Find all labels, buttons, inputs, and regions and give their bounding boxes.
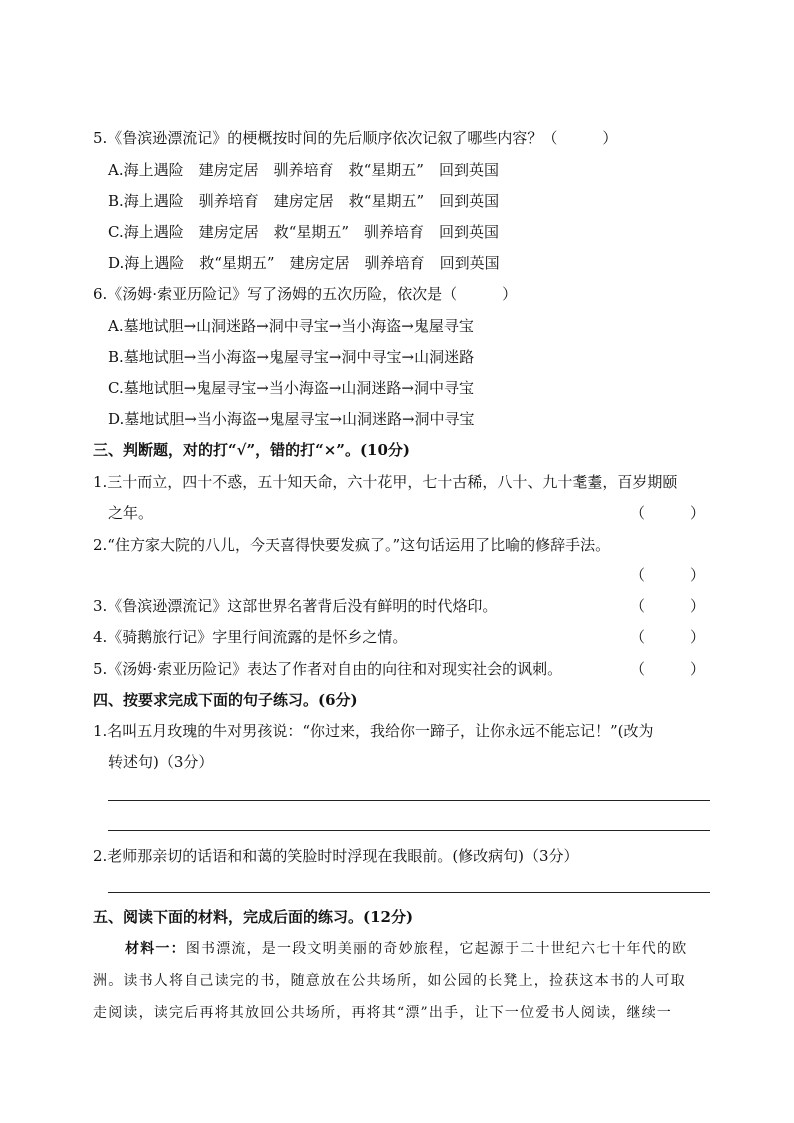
question-6-option-c: C.墓地试胆→鬼屋寻宝→当小海盗→山洞迷路→洞中寻宝 (108, 379, 474, 397)
question-6-option-d: D.墓地试胆→当小海盗→鬼屋寻宝→山洞迷路→洞中寻宝 (108, 410, 475, 428)
question-6-option-a: A.墓地试胆→山洞迷路→洞中寻宝→当小海盗→鬼屋寻宝 (108, 317, 474, 335)
question-5-option-a: A.海上遇险 建房定居 驯养培育 救“星期五” 回到英国 (108, 161, 499, 179)
material-paragraph-line-2: 洲。读书人将自己读完的书，随意放在公共场所，如公园的长凳上，捡获这本书的人可取 (93, 973, 686, 989)
sentence-q2: 2.老师那亲切的话语和和蔼的笑脸时时浮现在我眼前。(修改病句)（3分） (93, 847, 579, 865)
answer-paren[interactable]: （ ） (630, 504, 706, 522)
answer-paren[interactable]: （ ） (630, 660, 706, 678)
answer-paren[interactable]: （ ） (630, 628, 706, 646)
answer-line[interactable] (108, 800, 710, 801)
judge-item-2: 2.“住方家大院的八儿，今天喜得快要发疯了。”这句话运用了比喻的修辞手法。 (93, 536, 611, 554)
question-6-option-b: B.墓地试胆→当小海盗→鬼屋寻宝→洞中寻宝→山洞迷路 (108, 348, 475, 366)
answer-paren[interactable]: （ ） (630, 566, 706, 584)
question-5-option-d: D.海上遇险 救“星期五” 建房定居 驯养培育 回到英国 (108, 254, 500, 272)
section-4-heading: 四、按要求完成下面的句子练习。(6分) (93, 691, 358, 709)
question-5-option-c: C.海上遇险 建房定居 救“星期五” 驯养培育 回到英国 (108, 223, 500, 241)
section-5-heading: 五、阅读下面的材料，完成后面的练习。(12分) (93, 908, 414, 926)
judge-item-1: 1.三十而立，四十不惑，五十知天命，六十花甲，七十古稀，八十、九十耄耋，百岁期颐 (93, 473, 678, 491)
question-6-stem: 6.《汤姆·索亚历险记》写了汤姆的五次历险，依次是（ ） (93, 285, 518, 303)
judge-item-5: 5.《汤姆·索亚历险记》表达了作者对自由的向往和对现实社会的讽刺。 (93, 660, 563, 678)
question-5-option-b: B.海上遇险 驯养培育 建房定居 救“星期五” 回到英国 (108, 192, 500, 210)
answer-paren[interactable]: （ ） (630, 597, 706, 615)
section-3-heading: 三、判断题，对的打“√”，错的打“×”。(10分) (93, 441, 411, 459)
material-text: 图书漂流，是一段文明美丽的奇妙旅程，它起源于二十世纪六七十年代的欧 (185, 941, 688, 957)
answer-line[interactable] (108, 892, 710, 893)
judge-item-3: 3.《鲁滨逊漂流记》这部世界名著背后没有鲜明的时代烙印。 (93, 597, 498, 615)
judge-item-1-cont: 之年。 (108, 504, 154, 522)
judge-item-4: 4.《骑鹅旅行记》字里行间流露的是怀乡之情。 (93, 628, 408, 646)
answer-line[interactable] (108, 830, 710, 831)
material-paragraph-line-3: 走阅读，读完后再将其放回公共场所，再将其“漂”出手，让下一位爱书人阅读，继续一 (93, 1005, 673, 1021)
sentence-q1: 1.名叫五月玫瑰的牛对男孩说：“你过来，我给你一蹄子，让你永远不能忘记！”(改为 (93, 722, 654, 740)
sentence-q1-cont: 转述句)（3分） (108, 753, 214, 771)
material-paragraph-line-1 (125, 939, 687, 959)
question-5-stem: 5.《鲁滨逊漂流记》的梗概按时间的先后顺序依次记叙了哪些内容？（ ） (93, 129, 618, 147)
material-label: 材料一： (125, 941, 186, 957)
